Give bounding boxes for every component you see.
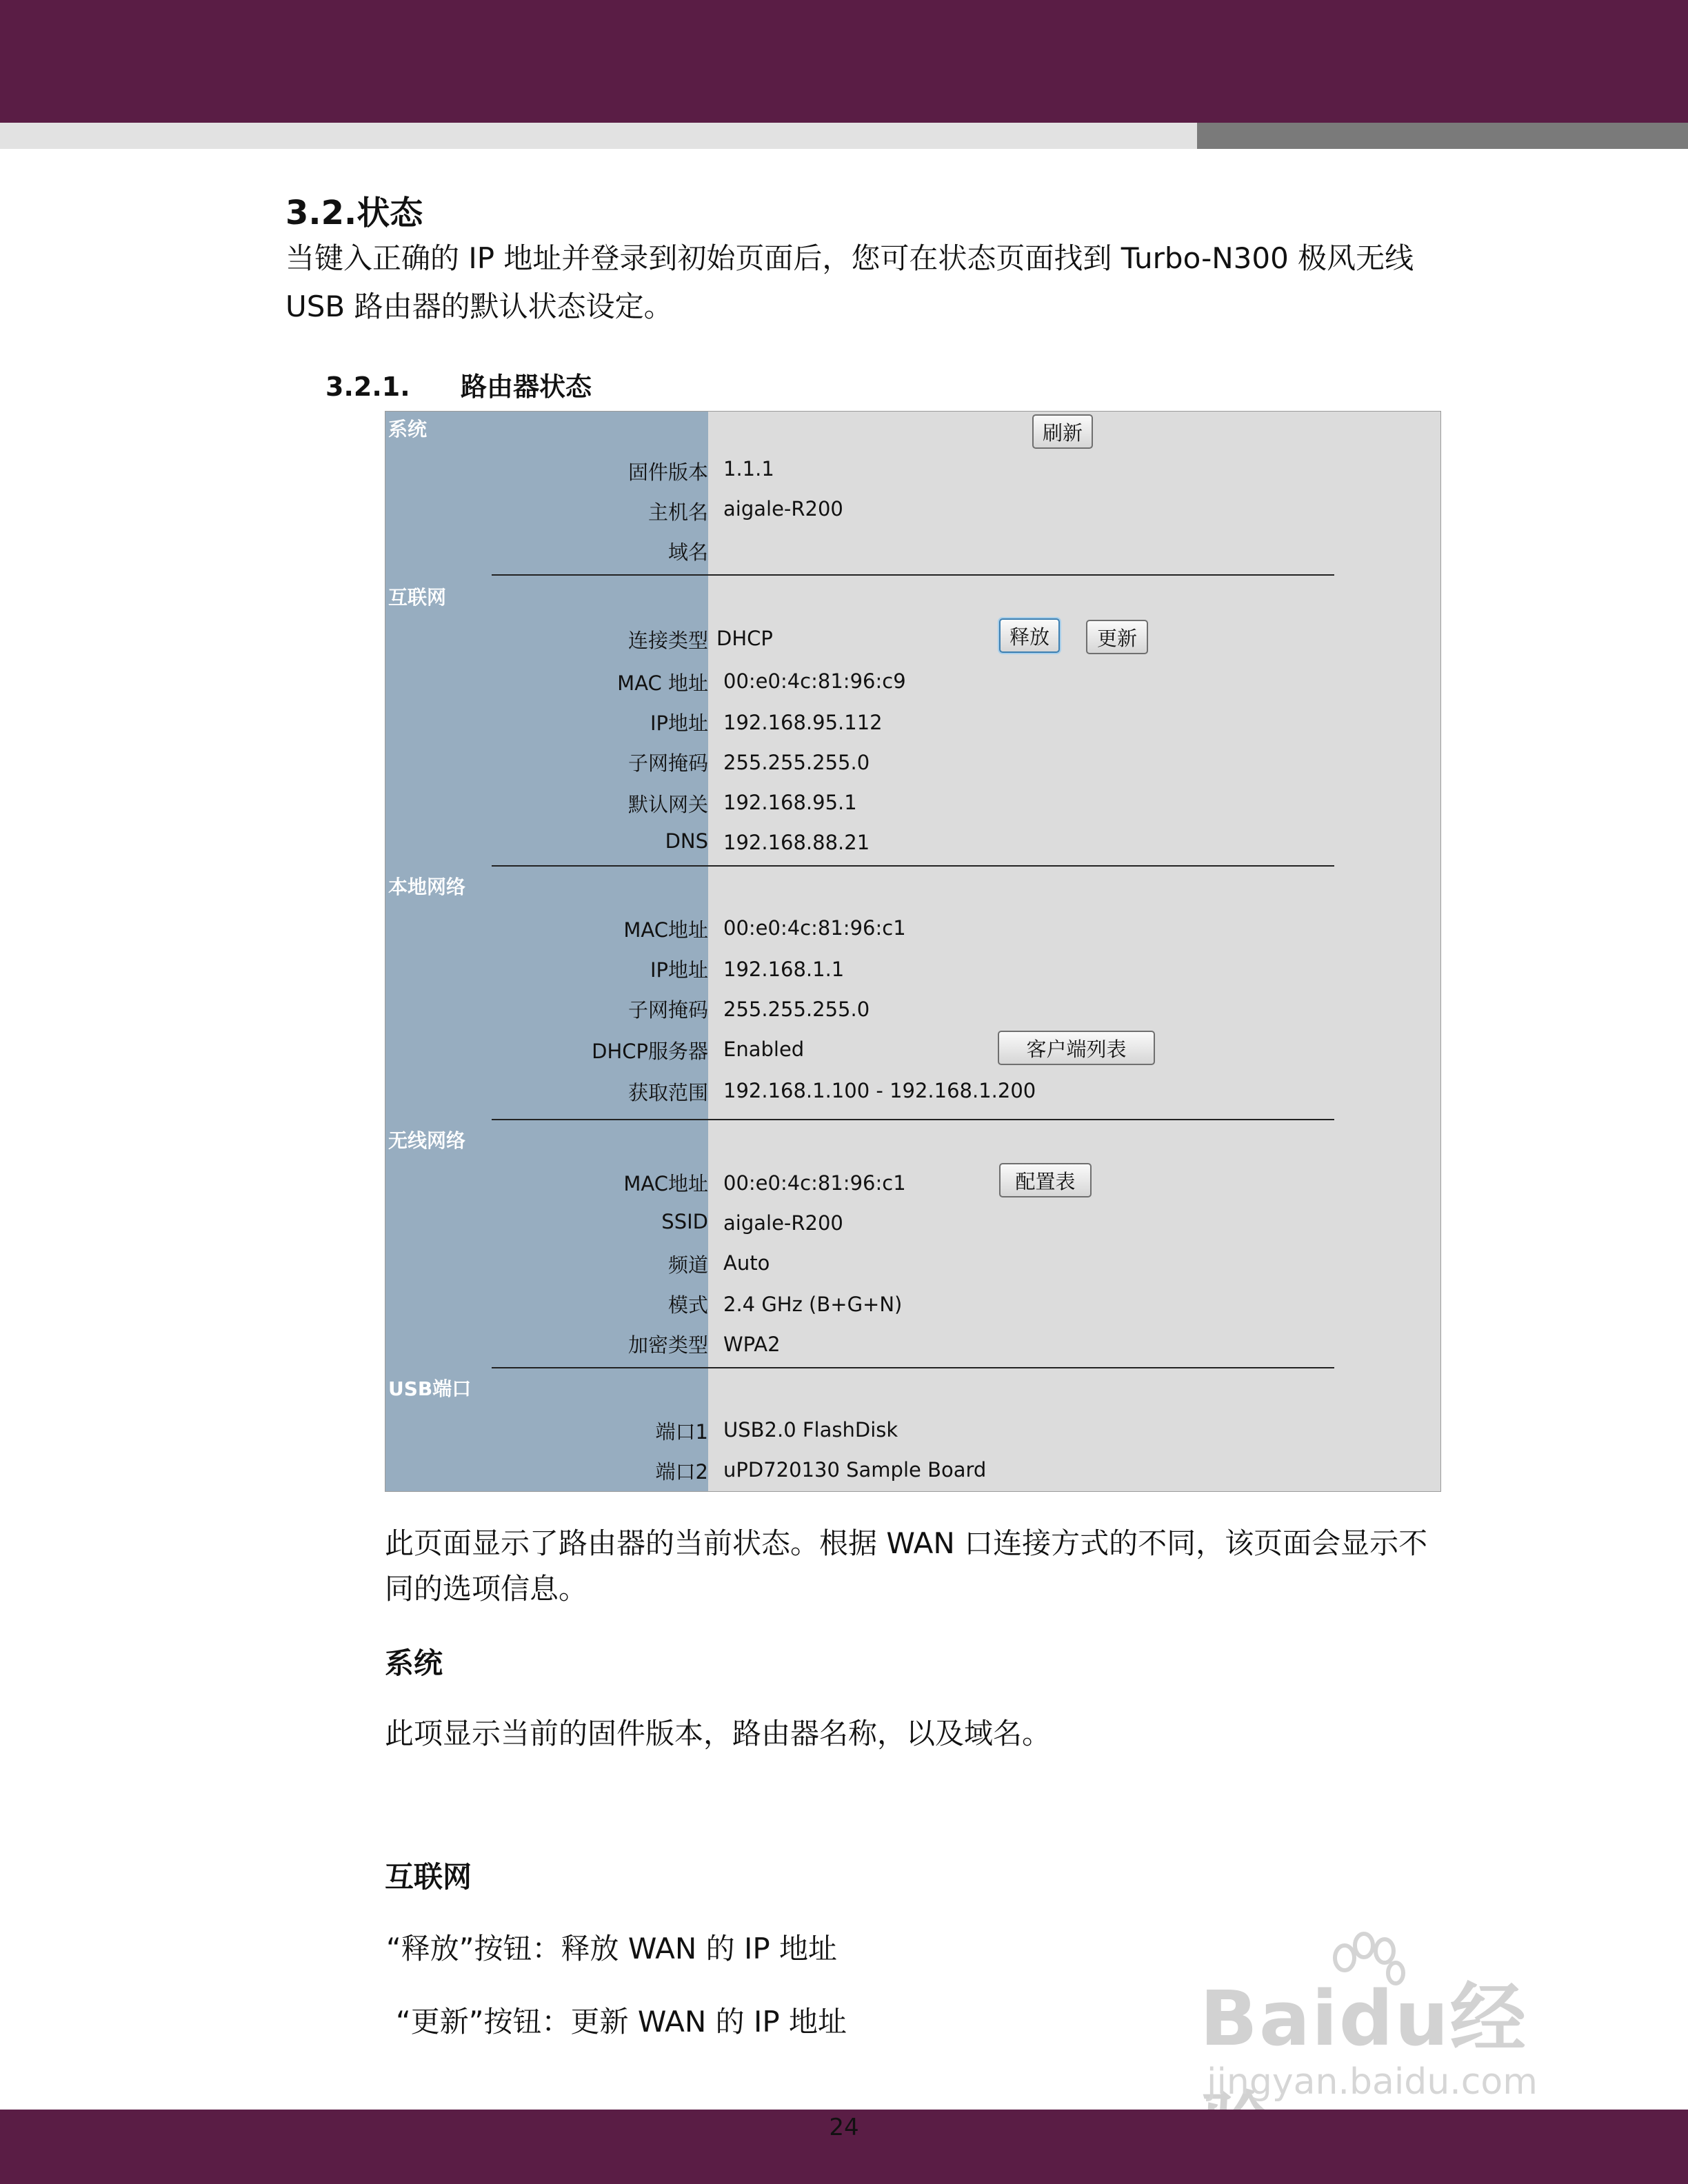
header-strip-dark [1197,123,1688,149]
dhcp-server-label: DHCP服务器 [592,1040,708,1063]
config-table-button[interactable]: 配置表 [999,1163,1092,1197]
lan-subnet-label: 子网掩码 [627,998,708,1022]
subsection-heading [325,365,592,403]
release-button[interactable]: 释放 [999,618,1060,653]
wan-subnet-value: 255.255.255.0 [723,751,870,774]
section-wireless: 无线网络 [388,1129,466,1152]
hostname-label: 主机名 [647,501,708,524]
gateway-label: 默认网关 [627,793,708,816]
encryption-label: 加密类型 [627,1333,708,1357]
wan-mac-value: 00:e0:4c:81:96:c9 [723,669,906,693]
section-system: 系统 [388,418,428,441]
channel-value: Auto [723,1251,770,1275]
watermark-logo: Baidu经 [1200,1974,1527,2063]
divider [492,1119,1334,1120]
section-usb: USB端口 [388,1377,472,1400]
system-paragraph: 此项显示当前的固件版本，路由器名称，以及域名。 [385,1717,1052,1750]
mode-label: 模式 [667,1293,708,1317]
internet-heading: 互联网 [385,1860,472,1894]
section-lan: 本地网络 [388,876,466,898]
wan-subnet-label: 子网掩码 [627,751,708,775]
system-heading: 系统 [385,1646,443,1680]
ssid-label: SSID [661,1210,708,1233]
renew-button[interactable]: 更新 [1086,620,1148,654]
lan-ip-value: 192.168.1.1 [723,958,845,981]
lan-mac-label: MAC地址 [623,918,708,942]
baidu-watermark [1200,1930,1586,2110]
connection-type-value: DHCP [716,627,773,650]
hostname-value: aigale-R200 [723,497,843,520]
dhcp-range-value: 192.168.1.100 - 192.168.1.200 [723,1079,1036,1102]
lan-subnet-value: 255.255.255.0 [723,998,870,1021]
section-internet: 互联网 [388,586,447,609]
dns-label: DNS [665,829,708,853]
router-status-panel [385,411,1441,1492]
divider [492,1367,1334,1368]
wireless-mac-label: MAC地址 [623,1172,708,1195]
dhcp-server-value: Enabled [723,1038,805,1061]
watermark-url: jingyan.baidu.com [1207,2061,1538,2103]
mode-value: 2.4 GHz (B+G+N) [723,1293,903,1316]
lan-mac-value: 00:e0:4c:81:96:c1 [723,916,906,940]
header-strip-light [0,123,1197,149]
divider [492,865,1334,867]
page-number: 24 [829,2114,859,2141]
usb-port1-label: 端口1 [655,1420,708,1444]
domain-label: 域名 [667,540,708,564]
channel-label: 频道 [667,1253,708,1277]
firmware-value: 1.1.1 [723,457,774,481]
subsection-title: 路由器状态 [461,372,592,402]
lan-ip-label: IP地址 [650,958,708,982]
wan-ip-label: IP地址 [650,711,708,735]
wan-mac-label: MAC 地址 [617,671,708,695]
client-list-button[interactable]: 客户端列表 [998,1031,1155,1065]
usb-port1-value: USB2.0 FlashDisk [723,1418,898,1442]
ssid-value: aigale-R200 [723,1211,843,1235]
gateway-value: 192.168.95.1 [723,791,857,814]
refresh-button[interactable]: 刷新 [1032,414,1093,449]
section-intro: 当键入正确的 IP 地址并登录到初始页面后，您可在状态页面找到 Turbo-N300 极风无线 USB 路由器的默认状态设定。 [285,241,1414,323]
firmware-label: 固件版本 [627,461,708,484]
release-description: “释放”按钮：释放 WAN 的 IP 地址 [386,1932,838,1965]
divider [492,574,1334,576]
dhcp-range-label: 获取范围 [627,1081,708,1104]
subsection-number: 3.2.1. [325,372,410,402]
header-band [0,0,1688,123]
wireless-mac-value: 00:e0:4c:81:96:c1 [723,1171,906,1195]
description-paragraph: 此页面显示了路由器的当前状态。根据 WAN 口连接方式的不同，该页面会显示不同的选项信息。 [385,1526,1428,1606]
usb-port2-value: uPD720130 Sample Board [723,1458,987,1482]
connection-type-label: 连接类型 [627,629,708,652]
section-title: 3.2.状态 [285,194,423,232]
wan-ip-value: 192.168.95.112 [723,711,883,734]
encryption-value: WPA2 [723,1333,781,1356]
usb-port2-label: 端口2 [655,1460,708,1484]
renew-description: “更新”按钮：更新 WAN 的 IP 地址 [396,2005,847,2039]
dns-value: 192.168.88.21 [723,831,870,854]
